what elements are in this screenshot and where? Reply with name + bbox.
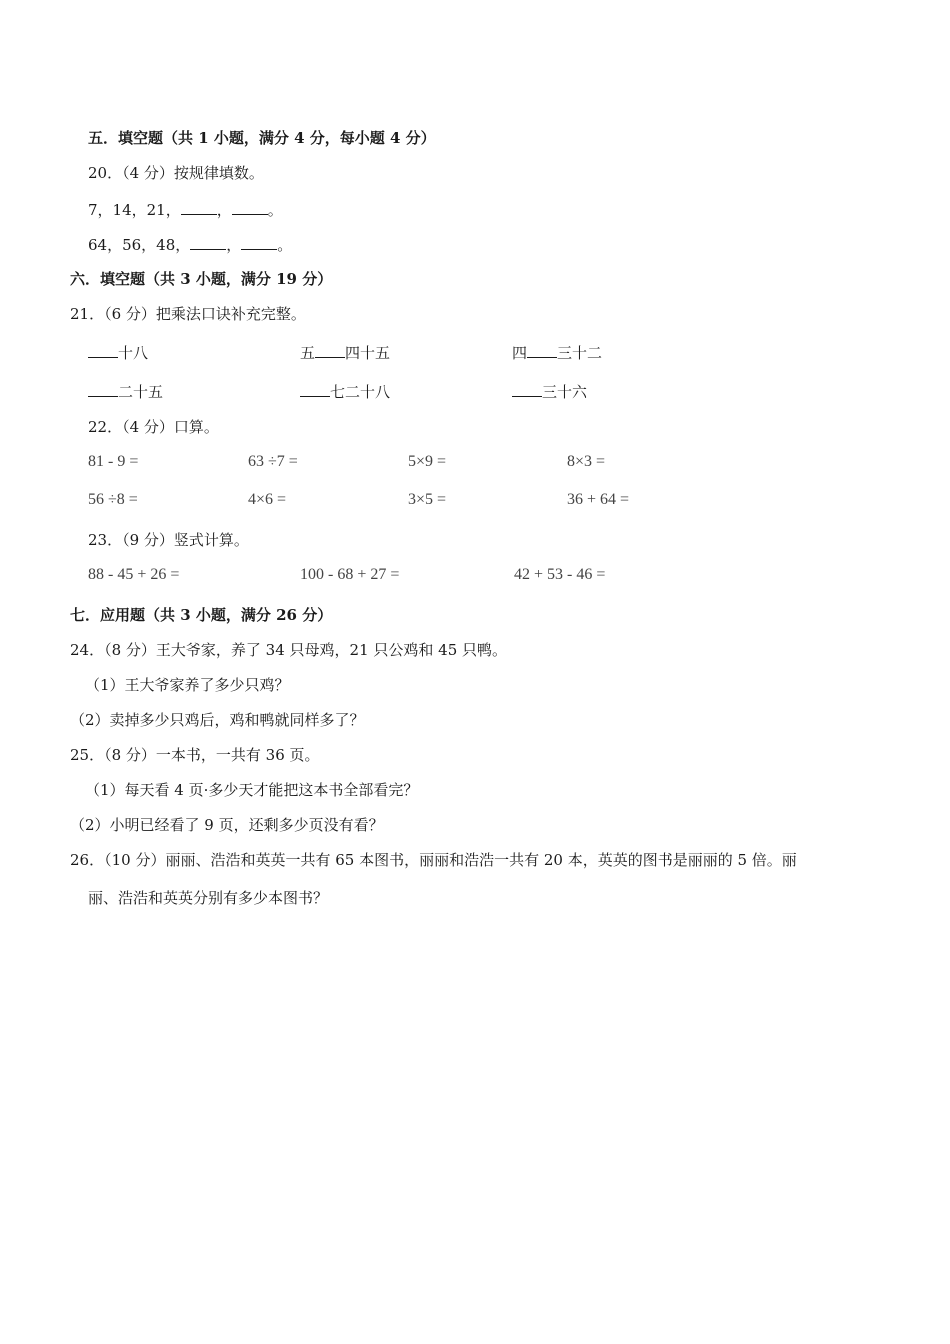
q24-part-1: （1）王大爷家养了多少只鸡？ xyxy=(85,676,290,694)
q22-heading: 22．（4 分）口算。 xyxy=(88,418,219,436)
q21-item xyxy=(300,342,390,363)
q21-item-post: 三十二 xyxy=(557,344,603,362)
q21-item xyxy=(300,381,390,402)
q22-item: 81 - 9 = xyxy=(88,453,139,470)
answer-blank[interactable] xyxy=(232,199,268,215)
q23-heading: 23．（9 分）竖式计算。 xyxy=(88,531,249,549)
q20-seq2-sep: ， xyxy=(226,236,242,254)
answer-blank[interactable] xyxy=(190,234,226,250)
q21-item xyxy=(88,381,163,402)
section-7-title: 七．应用题（共 3 小题，满分 26 分） xyxy=(70,606,333,624)
q22-item: 3×5 = xyxy=(408,491,447,508)
q25-part-1: （1）每天看 4 页·多少天才能把这本书全部看完？ xyxy=(85,781,419,799)
answer-blank[interactable] xyxy=(88,342,118,358)
q22-item: 4×6 = xyxy=(248,491,287,508)
q26-text-line-2: 丽、浩浩和英英分别有多少本图书？ xyxy=(88,889,329,907)
q24-heading: 24．（8 分）王大爷家，养了 34 只母鸡，21 只公鸡和 45 只鸭。 xyxy=(70,641,508,659)
answer-blank[interactable] xyxy=(241,234,277,250)
q23-item: 100 - 68 + 27 = xyxy=(300,566,400,583)
answer-blank[interactable] xyxy=(527,342,557,358)
q21-item xyxy=(512,342,602,363)
q20-seq1-prefix: 7，14，21， xyxy=(88,201,181,219)
q21-item-post: 七二十八 xyxy=(330,383,391,401)
q21-item-post: 十八 xyxy=(118,344,149,362)
q22-item: 56 ÷8 = xyxy=(88,491,138,508)
q20-seq1-sep: ， xyxy=(216,201,232,219)
q21-item-pre: 四 xyxy=(512,344,528,362)
q22-item: 5×9 = xyxy=(408,453,447,470)
q21-item-post: 四十五 xyxy=(345,344,391,362)
q20-heading: 20．（4 分）按规律填数。 xyxy=(88,164,264,182)
answer-blank[interactable] xyxy=(88,381,118,397)
q22-item: 8×3 = xyxy=(567,453,606,470)
q21-item xyxy=(512,381,587,402)
q25-heading: 25．（8 分）一本书，一共有 36 页。 xyxy=(70,746,320,764)
q24-part-2: （2）卖掉多少只鸡后，鸡和鸭就同样多了？ xyxy=(70,711,365,729)
q21-item-post: 二十五 xyxy=(118,383,164,401)
q23-item: 88 - 45 + 26 = xyxy=(88,566,180,583)
answer-blank[interactable] xyxy=(512,381,542,397)
q20-sequence-1 xyxy=(88,199,283,220)
q20-seq2-end: 。 xyxy=(277,236,293,254)
q23-item: 42 + 53 - 46 = xyxy=(514,566,606,583)
q21-item-pre: 五 xyxy=(300,344,316,362)
answer-blank[interactable] xyxy=(181,199,217,215)
section-5-title: 五．填空题（共 1 小题，满分 4 分，每小题 4 分） xyxy=(88,129,436,147)
q26-text-line-1: 26．（10 分）丽丽、浩浩和英英一共有 65 本图书，丽丽和浩浩一共有 20 本，英英的图书是丽丽的 5 倍。丽 xyxy=(70,851,797,869)
q22-item: 63 ÷7 = xyxy=(248,453,298,470)
q22-item: 36 + 64 = xyxy=(567,491,630,508)
q21-item xyxy=(88,342,148,363)
answer-blank[interactable] xyxy=(315,342,345,358)
q21-heading: 21．（6 分）把乘法口诀补充完整。 xyxy=(70,305,306,323)
q20-seq2-prefix: 64，56，48， xyxy=(88,236,191,254)
answer-blank[interactable] xyxy=(300,381,330,397)
q21-item-post: 三十六 xyxy=(542,383,588,401)
q25-part-2: （2）小明已经看了 9 页，还剩多少页没有看？ xyxy=(70,816,384,834)
q20-seq1-end: 。 xyxy=(267,201,283,219)
q20-sequence-2 xyxy=(88,234,292,255)
section-6-title: 六．填空题（共 3 小题，满分 19 分） xyxy=(70,270,333,288)
